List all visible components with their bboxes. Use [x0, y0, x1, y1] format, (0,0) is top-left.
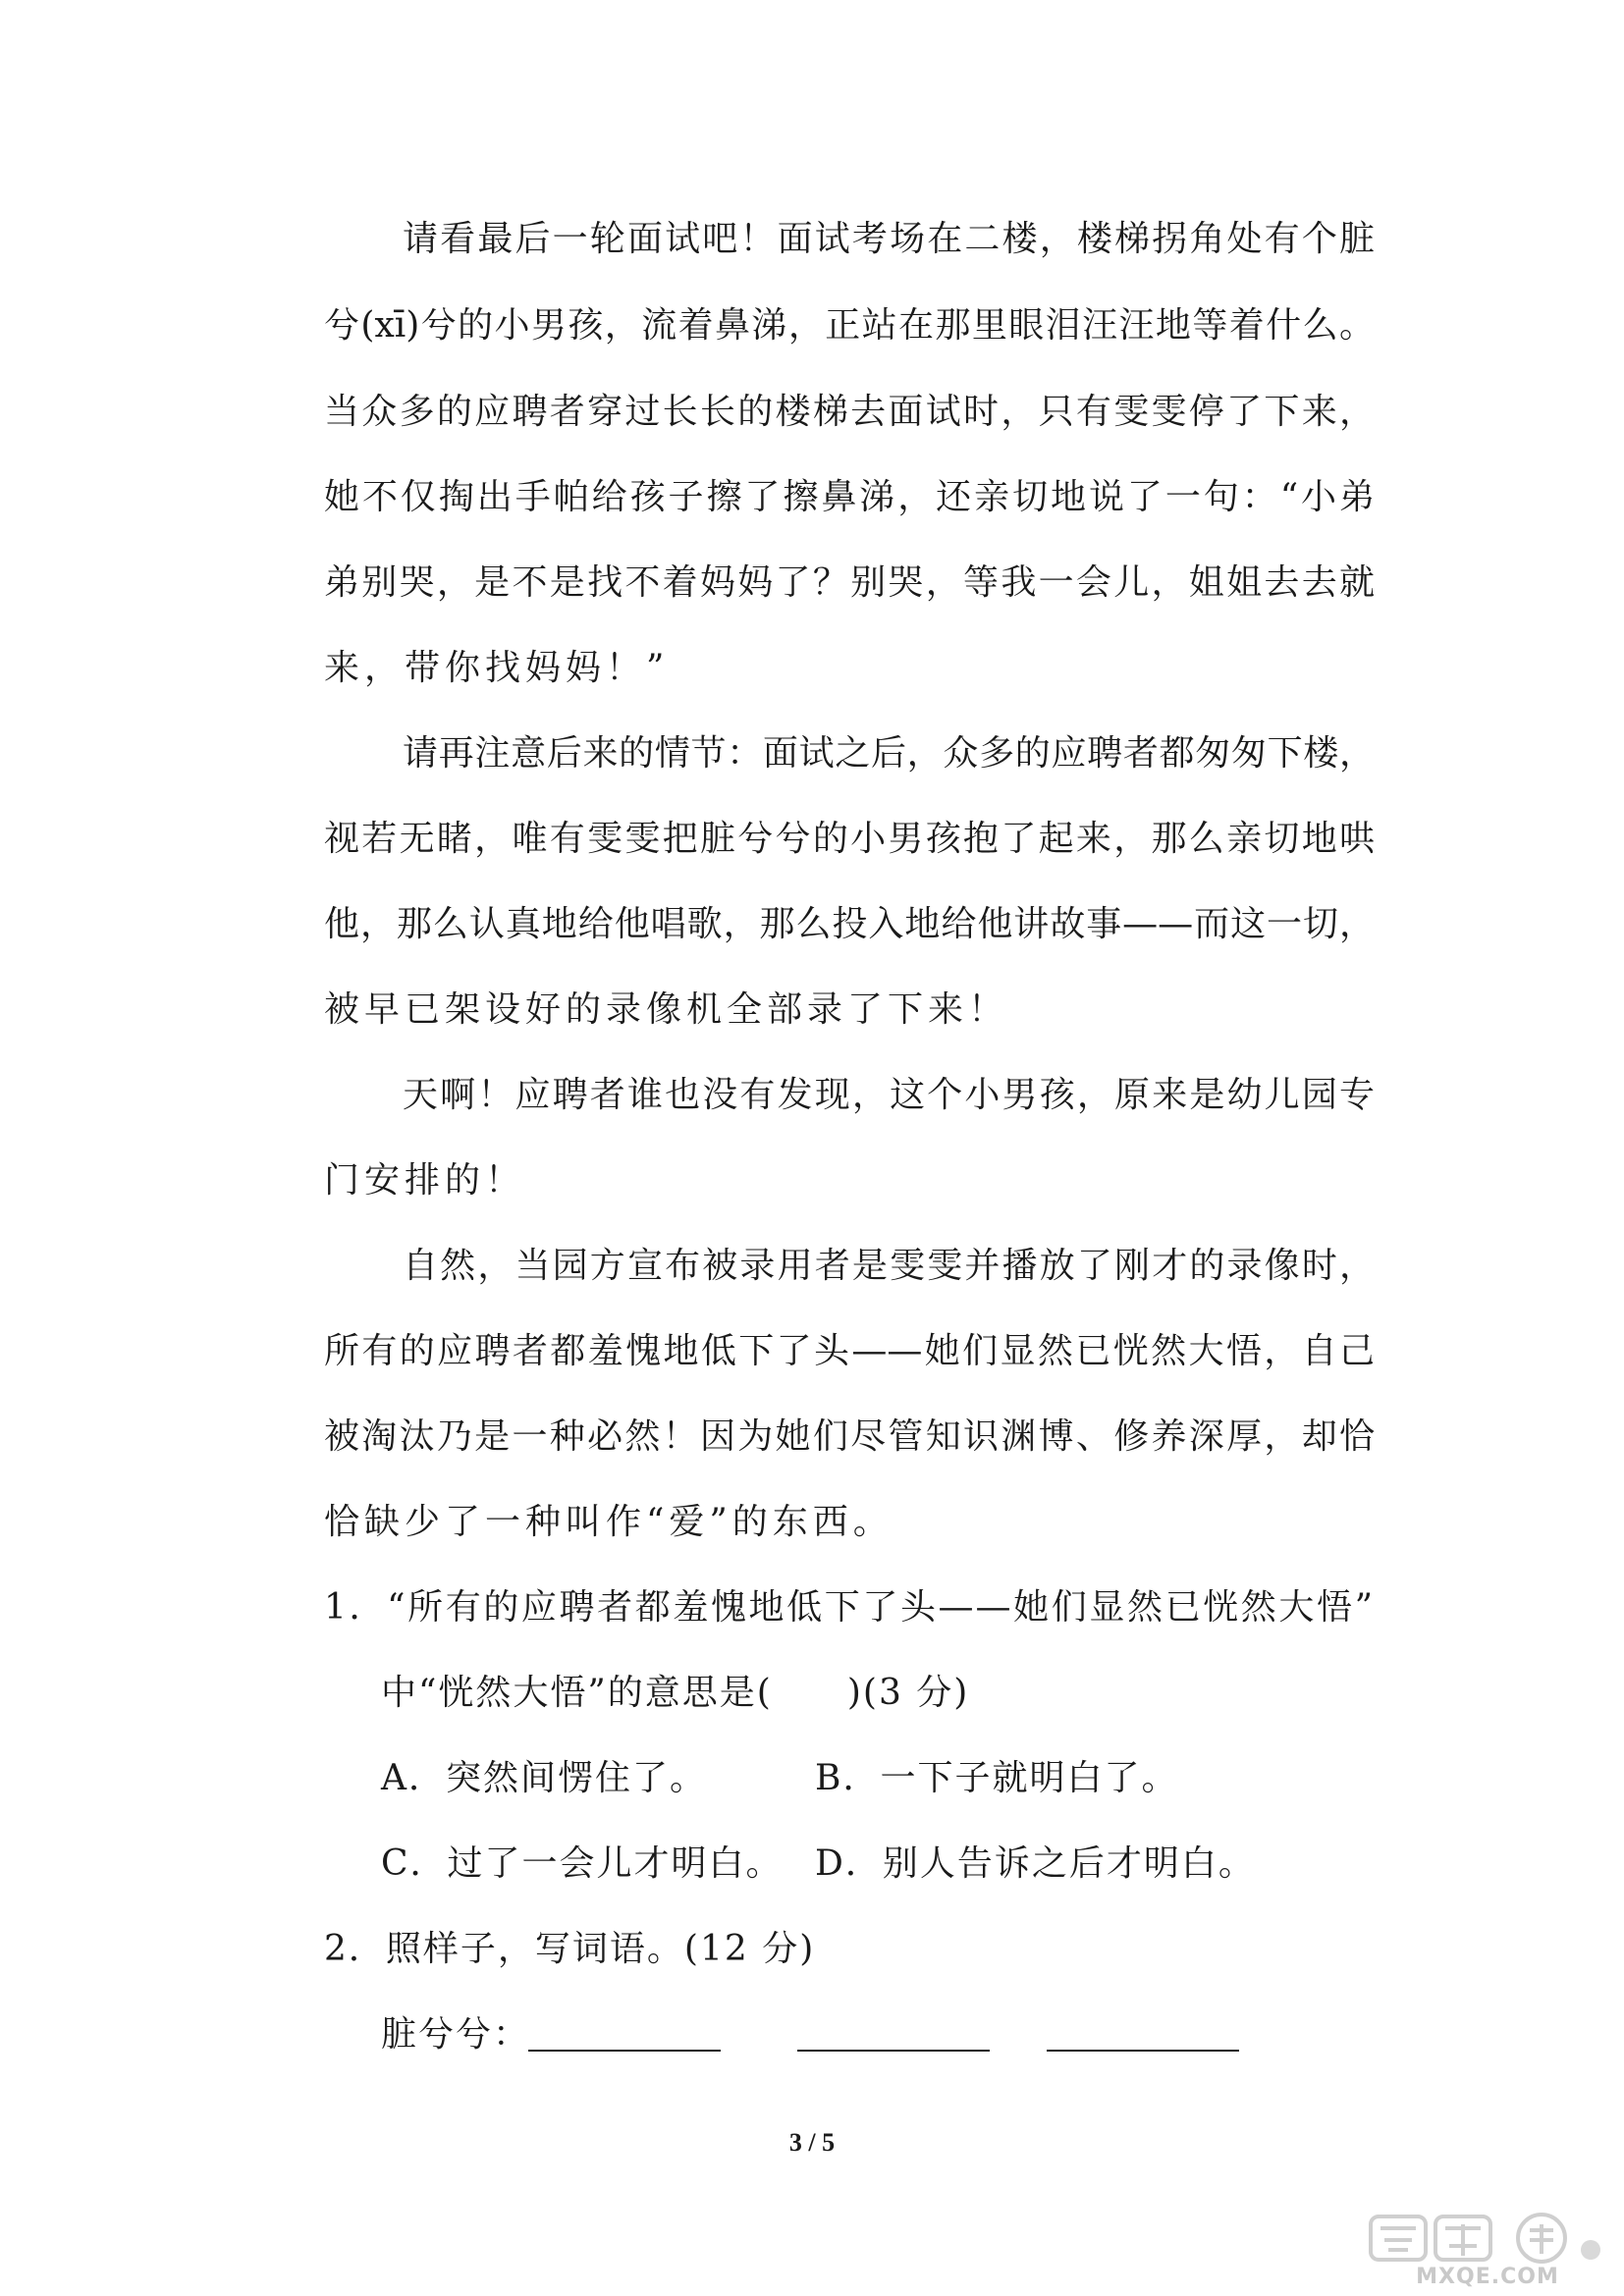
- question-2-text: 2．照样子，写词语。(12 分): [324, 1929, 816, 1969]
- passage-line: 恰缺少了一种叫作“爱”的东西。: [324, 1502, 893, 1542]
- passage-line: 视若无睹，唯有雯雯把脏兮兮的小男孩抱了起来，那么亲切地哄: [324, 819, 1375, 859]
- question-1-text: 1．“所有的应聘者都羞愧地低下了头——她们显然已恍然大悟”: [324, 1587, 1375, 1628]
- passage-line: 天啊！应聘者谁也没有发现，这个小男孩，原来是幼儿园专: [403, 1075, 1375, 1115]
- passage-line: 自然，当园方宣布被录用者是雯雯并播放了刚才的录像时，: [403, 1246, 1375, 1286]
- passage-line: 来，带你找妈妈！”: [324, 648, 670, 688]
- question-1-option-d: D．别人告诉之后才明白。: [815, 1843, 1256, 1884]
- watermark-logo-icon: [1365, 2211, 1610, 2266]
- passage-line: 请看最后一轮面试吧！面试考场在二楼，楼梯拐角处有个脏: [403, 219, 1375, 259]
- answer-blank-3[interactable]: [1047, 2050, 1239, 2052]
- passage-line: 她不仅掏出手帕给孩子擦了擦鼻涕，还亲切地说了一句：“小弟: [324, 477, 1375, 517]
- passage-line: 弟别哭，是不是找不着妈妈了？别哭，等我一会儿，姐姐去去就: [324, 562, 1375, 603]
- passage-line: 他，那么认真地给他唱歌，那么投入地给他讲故事——而这一切，: [324, 904, 1375, 944]
- passage-line: 当众多的应聘者穿过长长的楼梯去面试时，只有雯雯停了下来，: [324, 392, 1375, 432]
- question-2-example: 脏兮兮：: [381, 2014, 531, 2055]
- question-1-option-b: B．一下子就明白了。: [815, 1758, 1179, 1798]
- passage-line: 请再注意后来的情节：面试之后，众多的应聘者都匆匆下楼，: [403, 733, 1375, 774]
- page-number: 3 / 5: [788, 2128, 836, 2157]
- answer-blank-2[interactable]: [797, 2050, 990, 2052]
- passage-line: 门安排的！: [324, 1160, 526, 1201]
- site-watermark: [1365, 2211, 1610, 2289]
- passage-line: 被淘汰乃是一种必然！因为她们尽管知识渊博、修养深厚，却恰: [324, 1416, 1375, 1457]
- question-1-option-c: C．过了一会儿才明白。: [381, 1843, 784, 1884]
- question-1-prompt: 中“恍然大悟”的意思是( )(3 分): [381, 1673, 970, 1713]
- question-1-option-a: A．突然间愣住了。: [381, 1758, 707, 1798]
- passage-line: 所有的应聘者都羞愧地低下了头——她们显然已恍然大悟，自己: [324, 1331, 1375, 1371]
- passage-line: 兮(xī)兮的小男孩，流着鼻涕，正站在那里眼泪汪汪地等着什么。: [324, 305, 1375, 346]
- watermark-url: MXQE.COM: [1416, 2265, 1559, 2289]
- passage-line: 被早已架设好的录像机全部录了下来！: [324, 989, 1009, 1030]
- answer-blank-1[interactable]: [528, 2050, 721, 2052]
